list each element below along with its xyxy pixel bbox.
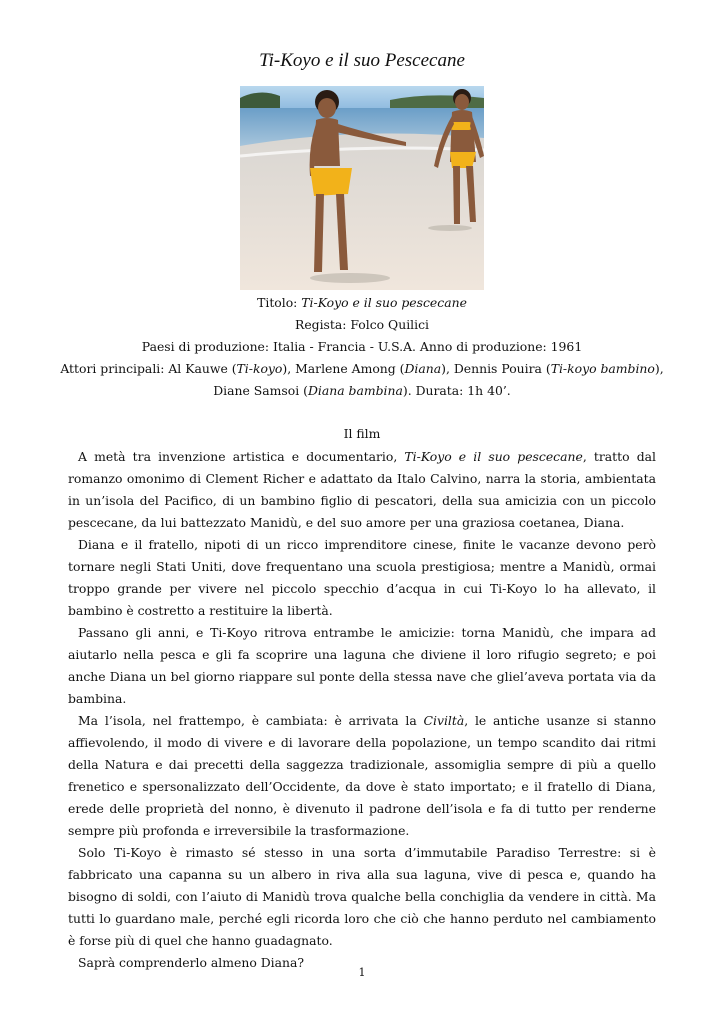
paragraph-1: A metà tra invenzione artistica e documentario, Ti-Koyo e il suo pescecane, tratto dal romanzo omonimo di Clement Richer e adattato da Italo Calvino, narra la storia, ambientata in un’isola del Pacifico, di un bambino figlio di pescatori, della sua amicizia con un piccolo pescecane, da lui battezzato Manidù, e del suo amore per una graziosa coetanea, Diana.: [68, 449, 657, 530]
credit-title-line: Titolo: Ti-Koyo e il suo pescecane: [257, 295, 467, 310]
article-body: [68, 446, 656, 974]
paragraph-6: Saprà comprenderlo almeno Diana?: [78, 955, 305, 970]
page-title: Ti-Koyo e il suo Pescecane: [259, 50, 465, 71]
credit-director-line: Regista: Folco Quilici: [294, 317, 429, 332]
credit-production-line: Paesi di produzione: Italia - Francia - U.S.A. Anno di produzione: 1961: [141, 339, 583, 354]
credit-cast-line-1: Attori principali: Al Kauwe (Ti-koyo), Marlene Among (Diana), Dennis Pouira (Ti-koyo bambino),: [60, 361, 664, 376]
paragraph-2: Diana e il fratello, nipoti di un ricco imprenditore cinese, finite le vacanze devono però tornare negli Stati Uniti, dove frequentano una scuola prestigiosa; mentre a Manidù, ormai troppo grande per vivere nel piccolo specchio d’acqua in cui Ti-Koyo lo ha allevato, il bambino è costretto a restituire la libertà.: [68, 537, 656, 618]
paragraph-5: Solo Ti-Koyo è rimasto sé stesso in una sorta d’immutabile Paradiso Terrestre: si è fabbricato una capanna su un albero in riva alla sua laguna, vive di pesca e, quando ha bisogno di soldi, con l’aiuto di Manidù trova qualche bella conchiglia da vendere in città. Ma tutti lo guardano male, perché egli ricorda loro che ciò che hanno perduto nel cambiamento è forse più di quel che hanno guadagnato.: [68, 845, 656, 948]
beach-scene-illustration: [240, 86, 484, 290]
section-title: Il film: [343, 426, 381, 441]
film-still-photo: [240, 86, 484, 290]
paragraph-3: Passano gli anni, e Ti-Koyo ritrova entrambe le amicizie: torna Manidù, che impara ad aiutarlo nella pesca e gli fa scoprire una laguna che diviene il loro rifugio segreto; e poi anche Diana un bel giorno riappare sul ponte della stessa nave che gliel’aveva portata via da bambina.: [68, 625, 656, 706]
page-number: 1: [358, 966, 366, 979]
film-credits: [0, 292, 724, 402]
paragraph-4: Ma l’isola, nel frattempo, è cambiata: è arrivata la Civiltà, le antiche usanze si stanno affievolendo, il modo di vivere e di lavorare della popolazione, un tempo scandito dai ritmi della Natura e dai precetti della saggezza tradizionale, assomiglia sempre di più a quello frenetico e spersonalizzato dell’Occidente, da dove è stato importato; e il fratello di Diana, erede delle proprietà del nonno, è divenuto il padrone dell’isola e fa di tutto per renderne sempre più profonda e irreversibile la trasformazione.: [68, 713, 656, 838]
credit-cast-line-2: Diane Samsoi (Diana bambina). Durata: 1h 40’.: [213, 383, 511, 398]
